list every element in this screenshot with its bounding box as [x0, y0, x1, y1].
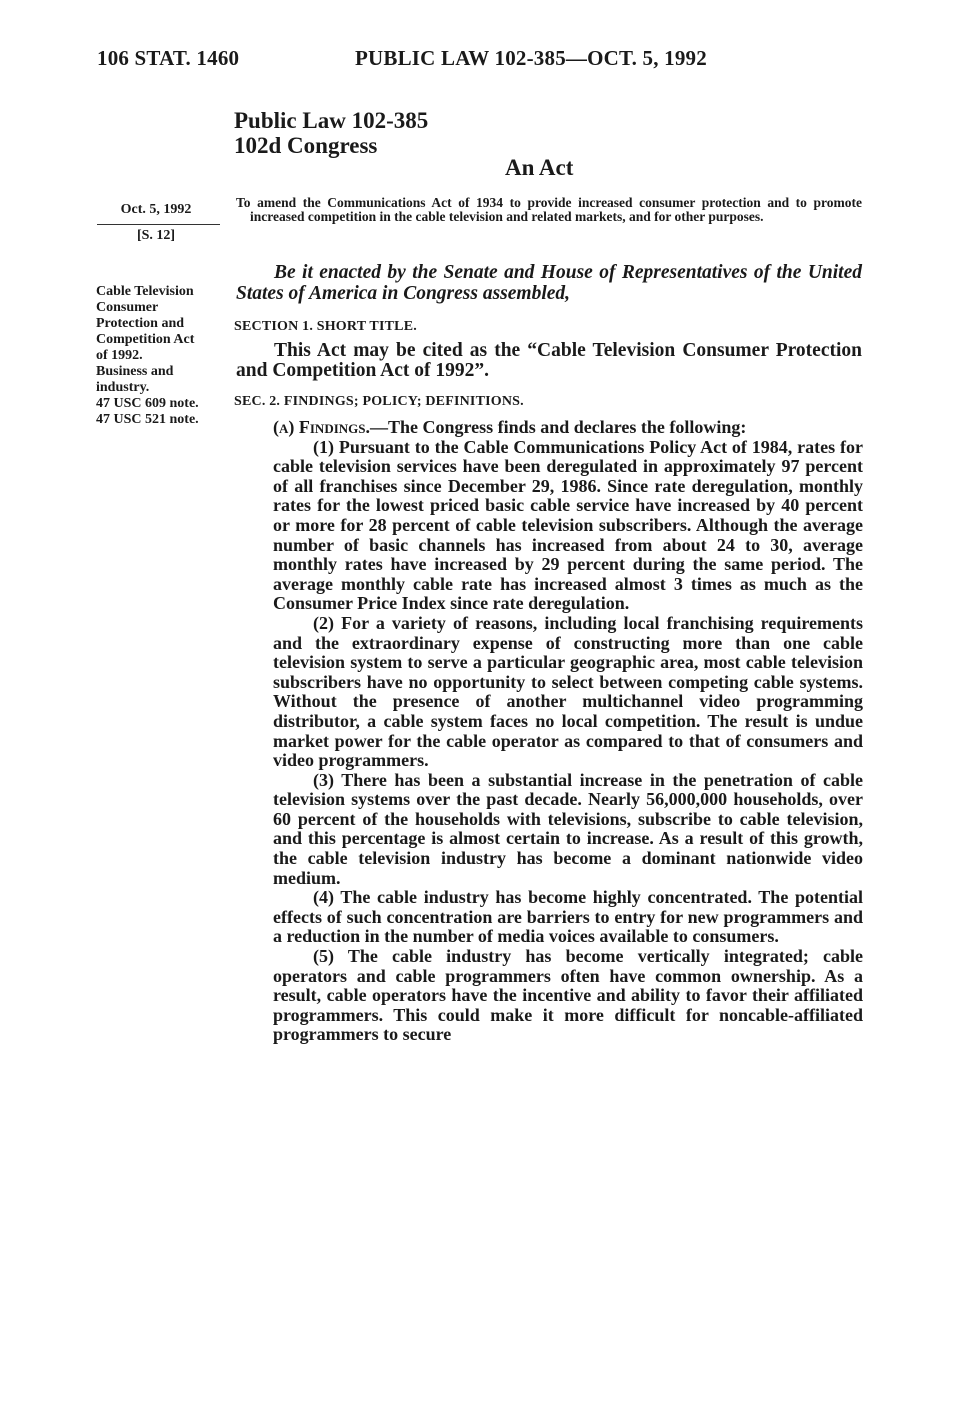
running-head-law: PUBLIC LAW 102-385—OCT. 5, 1992 [355, 46, 707, 70]
margin-note: Consumer [96, 300, 159, 315]
section-2-heading: SEC. 2. FINDINGS; POLICY; DEFINITIONS. [234, 394, 524, 409]
margin-date: Oct. 5, 1992 [120, 202, 192, 217]
margin-note: Competition Act [96, 332, 195, 347]
finding-paragraph: (1) Pursuant to the Cable Communications Policy Act of 1984, rates for cable television services have been deregulated in approximately 97 percent of all franchises since December 29, 1986. Since rate deregulation, monthly rates for the lowest priced basic cable service have increased by 40 percent or more for 28 percent of cable television subscribers. Although the average number of basic channels has increased from about 24 to 30, average monthly rates have increased by 29 percent during the same period. The average monthly cable rate has increased almost 3 times as much as the Consumer Price Index since rate deregulation. [273, 436, 863, 614]
margin-note: industry. [96, 380, 150, 395]
margin-note: 47 USC 521 note. [96, 412, 199, 427]
enacting-clause: Be it enacted by the Senate and House of Representatives of the United States of America in Congress assembled, [236, 262, 862, 304]
act-label: An Act [505, 155, 574, 180]
section-1-heading: SECTION 1. SHORT TITLE. [234, 319, 417, 334]
law-number: Public Law 102-385 [234, 108, 429, 133]
margin-note: Cable Television [96, 284, 194, 299]
finding-paragraph: (3) There has been a substantial increase in the penetration of cable television systems over the past decade. Nearly 56,000,000 households, over 60 percent of the households with televisions, subscribe to cable television, and this percentage is almost certain to increase. As a result of this growth, the cable television industry has become a dominant nationwide video medium. [273, 769, 863, 888]
margin-note: 47 USC 609 note. [96, 396, 199, 411]
section-1-text: This Act may be cited as the “Cable Television Consumer Protection and Competition Act of 1992”. [236, 340, 862, 381]
running-head-stat: 106 STAT. 1460 [97, 46, 240, 70]
findings-label: (a) Findings. [273, 417, 370, 437]
margin-note: Business and [96, 364, 174, 379]
margin-note: Protection and [96, 316, 185, 331]
finding-paragraph: (2) For a variety of reasons, including local franchising requirements and the extraordinary expense of constructing more than one cable television system to serve a particular geographic area, most cable television subscribers have no opportunity to select between competing cable systems. Without the presence of another multichannel video programming distributor, a cable system faces no local competition. The result is undue market power for the cable operator as compared to that of consumers and video programmers. [273, 612, 863, 771]
act-purpose: To amend the Communications Act of 1934 to provide increased consumer protection and to promote increased competition in the cable television and related markets, and for other purposes. [236, 195, 862, 224]
findings-intro: —The Congress finds and declares the following: [370, 417, 747, 437]
margin-divider [97, 224, 220, 225]
margin-bill-number: [S. 12] [136, 228, 176, 243]
findings-body [273, 418, 863, 1045]
margin-note: of 1992. [96, 348, 143, 363]
margin-notes [96, 284, 228, 428]
finding-paragraph: (4) The cable industry has become highly concentrated. The potential effects of such concentration are barriers to entry for new programmers and a reduction in the number of media voices available to consumers. [273, 887, 863, 947]
finding-paragraph: (5) The cable industry has become vertically integrated; cable operators and cable programmers often have common ownership. As a result, cable operators have the incentive and ability to favor their affiliated programmers. This could make it more difficult for noncable-affiliated programmers to secure [273, 946, 863, 1045]
findings-intro-paragraph [273, 418, 863, 438]
congress-label: 102d Congress [234, 133, 378, 158]
